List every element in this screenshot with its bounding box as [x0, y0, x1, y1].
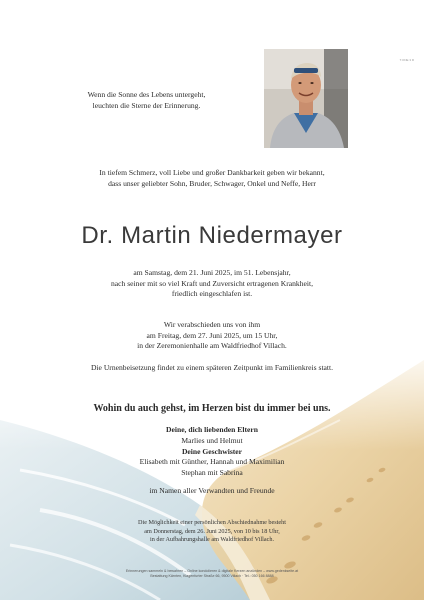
- death-notice: [0, 268, 424, 300]
- quote-line: Wenn die Sonne des Lebens untergeht,: [87, 90, 206, 99]
- farewell-service-line: am Freitag, dem 27. Juni 2025, um 15 Uhr,: [146, 330, 278, 340]
- opening-quote: [64, 89, 229, 111]
- parents-names: Marlies und Helmut: [181, 435, 243, 445]
- personal-farewell-line: Die Möglichkeit einer persönlichen Abschiednahme besteht: [138, 519, 286, 526]
- funeral-home-footer: [0, 569, 424, 579]
- death-notice-line: nach seiner mit so viel Kraft und Zuversicht ertragenen Krankheit,: [110, 278, 313, 288]
- personal-farewell-line: am Donnerstag, dem 26. Juni 2025, von 10 bis 18 Uhr,: [144, 527, 280, 535]
- mourners-list: [0, 425, 424, 497]
- personal-farewell-note: [0, 519, 424, 545]
- death-notice-line: am Samstag, dem 21. Juni 2025, im 51. Lebensjahr,: [133, 268, 291, 277]
- farewell-service: [0, 320, 424, 352]
- quote-line: leuchten die Sterne der Erinnerung.: [92, 101, 201, 110]
- siblings-heading: Deine Geschwister: [181, 446, 243, 456]
- farewell-service-line: in der Zeremonienhalle am Waldfriedhof Villach.: [137, 341, 287, 351]
- announcement-line: In tiefem Schmerz, voll Liebe und großer Dankbarkeit geben wir bekannt,: [99, 168, 325, 177]
- portrait-photo: [264, 49, 348, 148]
- death-notice-line: friedlich eingeschlafen ist.: [171, 289, 253, 299]
- announcement-text: [0, 168, 424, 189]
- siblings-names: Stephan mit Sabrina: [181, 468, 243, 478]
- urn-burial-note: [0, 363, 424, 374]
- relatives-friends: im Namen aller Verwandten und Freunde: [149, 485, 275, 495]
- urn-burial-line: Die Urnenbeisetzung findet zu einem späteren Zeitpunkt im Familienkreis statt.: [90, 363, 334, 372]
- siblings-names: Elisabeth mit Günther, Hannah und Maximilian: [139, 457, 285, 467]
- footer-line: Bestattung Kärnten, Klagenfurter Straße 66, 9500 Villach · Tel.: 050 166 8888: [150, 574, 274, 578]
- announcement-line: dass unser geliebter Sohn, Bruder, Schwager, Onkel und Neffe, Herr: [108, 178, 316, 188]
- parents-heading: Deine, dich liebenden Eltern: [166, 425, 258, 434]
- personal-farewell-line: in der Aufbahrungshalle am Waldfriedhof Villach.: [150, 536, 274, 544]
- footer-line: Erinnerungen sammeln & bewahren – Online kondolieren & digitale Kerzen anzünden – www.gedenkseite.at: [125, 569, 299, 573]
- deceased-name: Dr. Martin Niedermayer: [81, 222, 343, 249]
- reference-code: T.ONE 3 R: [399, 58, 414, 62]
- farewell-service-line: Wir verabschieden uns von ihm: [163, 320, 261, 329]
- motto: Wohin du auch gehst, im Herzen bist du immer bei uns.: [93, 403, 331, 414]
